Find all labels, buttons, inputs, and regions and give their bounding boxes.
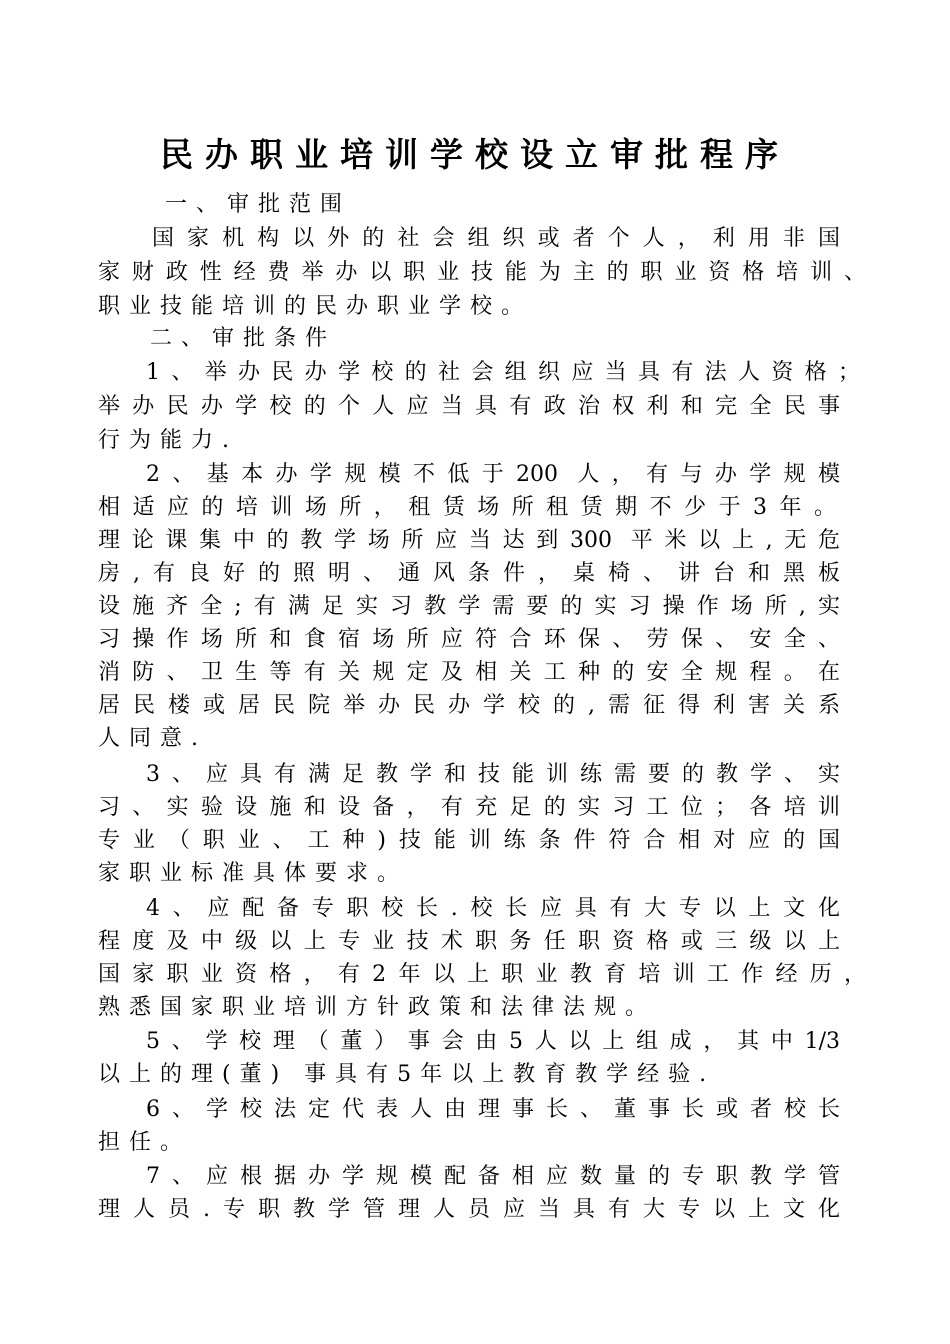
paragraph-line: 担任。: [98, 1130, 192, 1155]
paragraph-line: 相适应的培训场所，租赁场所租赁期不少于3年。: [98, 495, 836, 520]
paragraph-line: 理论课集中的教学场所应当达到300 平米以上,无危: [98, 528, 840, 553]
paragraph-line: 习操作场所和食宿场所应符合环保、劳保、安全、: [98, 627, 840, 652]
paragraph-line: 职业技能培训的民办职业学校。: [98, 294, 533, 319]
paragraph-line: 6、学校法定代表人由理事长、董事长或者校长: [146, 1097, 840, 1122]
document-title: 民办职业培训学校设立审批程序: [160, 135, 790, 174]
paragraph-line: 7、应根据办学规模配备相应数量的专职教学管: [146, 1164, 840, 1189]
paragraph-line: 居民楼或居民院举办民办学校的,需征得利害关系: [98, 693, 840, 718]
section-heading-scope: 一、审批范围: [165, 192, 352, 217]
paragraph-line: 5、学校理（董）事会由5人以上组成，其中1/3: [146, 1029, 840, 1054]
paragraph-line: 4、应配备专职校长.校长应具有大专以上文化: [146, 896, 840, 921]
paragraph-line: 程度及中级以上专业技术职务任职资格或三级以上: [98, 929, 840, 954]
paragraph-line: 2、基本办学规模不低于200 人，有与办学规模: [146, 462, 840, 487]
paragraph-line: 专业（职业、工种)技能训练条件符合相对应的国: [98, 828, 840, 853]
paragraph-line: 房,有良好的照明、通风条件，桌椅、讲台和黑板: [98, 561, 840, 586]
section-heading-conditions: 二、审批条件: [150, 326, 337, 351]
paragraph-line: 1、举办民办学校的社会组织应当具有法人资格；: [146, 360, 860, 385]
paragraph-line: 国家职业资格，有2年以上职业教育培训工作经历，: [98, 962, 866, 987]
paragraph-line: 熟悉国家职业培训方针政策和法律法规。: [98, 995, 657, 1020]
paragraph-line: 理人员.专职教学管理人员应当具有大专以上文化: [98, 1197, 840, 1222]
paragraph-line: 消防、卫生等有关规定及相关工种的安全规程。在: [98, 660, 840, 685]
paragraph-line: 行为能力.: [98, 428, 238, 453]
paragraph-line: 举办民办学校的个人应当具有政治权利和完全民事: [98, 394, 840, 419]
paragraph-line: 家财政性经费举办以职业技能为主的职业资格培训、: [98, 260, 866, 285]
paragraph-line: 设施齐全;有满足实习教学需要的实习操作场所,实: [98, 594, 840, 619]
paragraph-line: 以上的理(董) 事具有5年以上教育教学经验.: [98, 1062, 716, 1087]
paragraph-line: 家职业标准具体要求。: [98, 861, 409, 886]
paragraph-line: 习、实验设施和设备，有充足的实习工位；各培训: [98, 795, 840, 820]
paragraph-line: 国家机构以外的社会组织或者个人，利用非国: [152, 226, 840, 251]
paragraph-line: 3、应具有满足教学和技能训练需要的教学、实: [146, 762, 840, 787]
paragraph-line: 人同意.: [98, 726, 207, 751]
